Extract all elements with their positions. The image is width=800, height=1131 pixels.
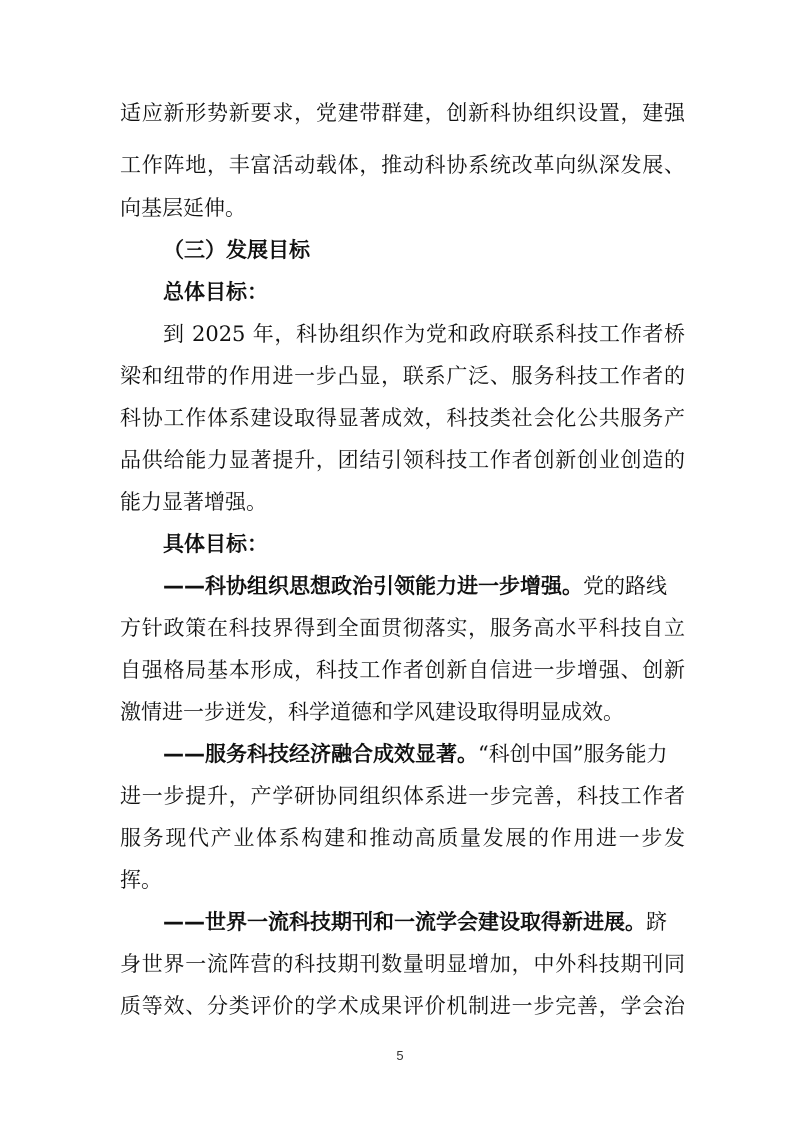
goal-2-title: ——服务科技经济融合成效显著。 — [163, 742, 478, 766]
overall-body-line-3: 科协工作体系建设取得显著成效，科技类社会化公共服务产 — [120, 406, 685, 430]
page-number: 5 — [396, 1048, 404, 1063]
intro-line-2: 工作阵地，丰富活动载体，推动科协系统改革向纵深发展、 — [120, 153, 685, 177]
goal-3-line-2: 身世界一流阵营的科技期刊数量明显增加，中外科技期刊同 — [120, 952, 685, 976]
goal-2-first-rest: “科创中国”服务能力 — [478, 742, 668, 766]
goal-1-first-line — [163, 574, 685, 600]
overall-body-line-2: 梁和纽带的作用进一步凸显，联系广泛、服务科技工作者的 — [120, 364, 685, 388]
section-heading: （三）发展目标 — [163, 238, 310, 262]
overall-body-line-5: 能力显著增强。 — [120, 490, 267, 514]
overall-body-line-1: 到 2025 年，科协组织作为党和政府联系科技工作者桥 — [163, 322, 685, 346]
specific-goal-heading: 具体目标： — [163, 532, 268, 556]
goal-2-line-4: 挥。 — [120, 868, 162, 892]
overall-body-line-4: 品供给能力显著提升，团结引领科技工作者创新创业创造的 — [120, 448, 685, 472]
goal-1-first-rest: 党的路线 — [583, 574, 667, 598]
goal-2-first-line — [163, 742, 685, 768]
goal-1-title: ——科协组织思想政治引领能力进一步增强。 — [163, 574, 583, 598]
goal-1-line-4: 激情进一步迸发，科学道德和学风建设取得明显成效。 — [120, 700, 624, 724]
goal-2-line-2: 进一步提升，产学研协同组织体系进一步完善，科技工作者 — [120, 784, 685, 808]
overall-goal-heading: 总体目标： — [163, 280, 268, 304]
goal-3-title: ——世界一流科技期刊和一流学会建设取得新进展。 — [163, 910, 646, 934]
goal-3-first-line — [163, 910, 685, 936]
goal-3-first-rest: 跻 — [646, 910, 667, 934]
goal-2-line-3: 服务现代产业体系构建和推动高质量发展的作用进一步发 — [120, 826, 685, 850]
goal-1-line-3: 自强格局基本形成，科技工作者创新自信进一步增强、创新 — [120, 658, 685, 682]
intro-line-3: 向基层延伸。 — [120, 196, 246, 220]
intro-line-1: 适应新形势新要求，党建带群建，创新科协组织设置，建强 — [120, 101, 685, 125]
goal-3-line-3: 质等效、分类评价的学术成果评价机制进一步完善，学会治 — [120, 994, 685, 1018]
goal-1-line-2: 方针政策在科技界得到全面贯彻落实，服务高水平科技自立 — [120, 616, 685, 640]
